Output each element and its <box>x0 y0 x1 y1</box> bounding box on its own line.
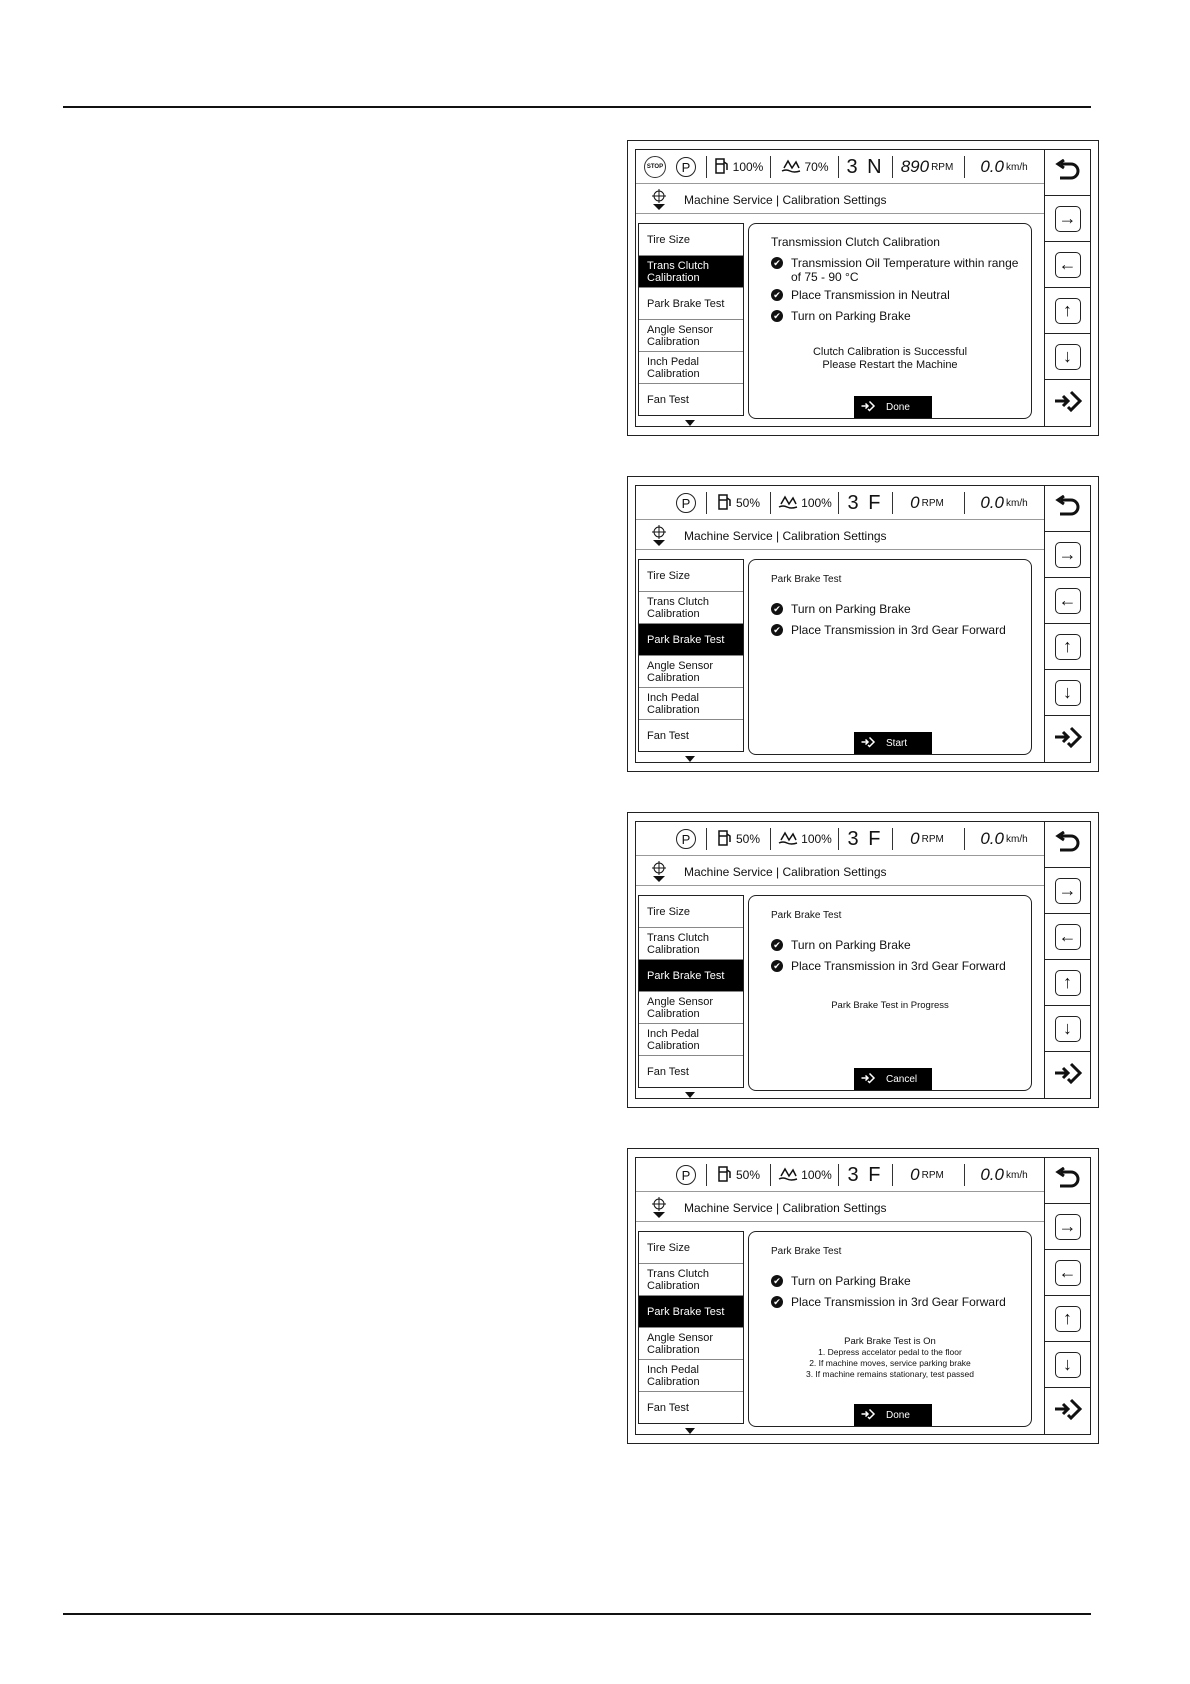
stop-indicator <box>644 153 666 181</box>
menu-item-label: Inch Pedal Calibration <box>647 1363 700 1388</box>
calibration-menu <box>638 1231 744 1424</box>
park-brake-icon: P <box>676 1165 696 1185</box>
scroll-down-icon[interactable] <box>685 756 695 762</box>
menu-item[interactable] <box>639 320 743 352</box>
menu-item-label: Park Brake Test <box>647 297 725 310</box>
status-divider <box>838 828 839 850</box>
menu-item-label: Inch Pedal Calibration <box>647 355 700 380</box>
check-icon: ✔ <box>771 289 783 301</box>
menu-navigation-icon <box>650 189 668 211</box>
enter-icon <box>1053 725 1083 754</box>
def-fluid-icon <box>778 494 798 513</box>
left-button[interactable] <box>1045 914 1090 960</box>
fuel-icon <box>715 158 729 177</box>
enter-icon <box>1053 389 1083 418</box>
status-divider <box>706 1164 707 1186</box>
status-divider <box>838 156 839 178</box>
navigation-buttons <box>1044 822 1090 1098</box>
arrow-down-icon: ↓ <box>1055 344 1081 370</box>
status-message: Please Restart the Machine <box>822 359 958 371</box>
menu-item-label: Angle Sensor Calibration <box>647 659 714 684</box>
calibration-menu <box>638 559 744 752</box>
checklist-item <box>771 256 1021 284</box>
fuel-level <box>710 153 768 181</box>
check-icon: ✔ <box>771 1296 783 1308</box>
checklist-text: Turn on Parking Brake <box>791 602 911 616</box>
rpm-value: 0 <box>910 829 920 848</box>
return-icon <box>1055 831 1081 858</box>
menu-item[interactable] <box>639 1392 743 1424</box>
menu-item[interactable] <box>639 960 743 992</box>
fuel-icon <box>718 830 732 849</box>
display-screen <box>627 1148 1099 1444</box>
panel-title: Park Brake Test <box>771 574 842 585</box>
menu-item-label: Angle Sensor Calibration <box>647 995 714 1020</box>
arrow-up-icon: ↑ <box>1055 1306 1081 1332</box>
stop-icon: STOP <box>644 156 666 178</box>
menu-item-label: Inch Pedal Calibration <box>647 1027 700 1052</box>
menu-item[interactable] <box>639 896 743 928</box>
arrow-up-icon: ↑ <box>1055 634 1081 660</box>
rpm-unit: RPM <box>921 497 944 509</box>
enter-icon <box>1053 1397 1083 1426</box>
menu-item[interactable] <box>639 224 743 256</box>
enter-icon <box>860 400 876 415</box>
arrow-down-icon: ↓ <box>1055 1352 1081 1378</box>
engine-rpm <box>894 825 960 853</box>
engine-rpm <box>894 1161 960 1189</box>
arrow-right-icon: → <box>1055 1214 1081 1240</box>
enter-button[interactable] <box>1045 1052 1090 1098</box>
down-button[interactable] <box>1045 334 1090 380</box>
status-divider <box>706 492 707 514</box>
down-button[interactable] <box>1045 670 1090 716</box>
calibration-panel <box>748 1231 1032 1427</box>
enter-icon <box>860 1072 876 1087</box>
display-frame <box>635 485 1091 763</box>
display-frame <box>635 1157 1091 1435</box>
arrow-up-icon: ↑ <box>1055 970 1081 996</box>
panel-title: Park Brake Test <box>771 1246 842 1257</box>
enter-button[interactable] <box>1045 1388 1090 1434</box>
left-button[interactable] <box>1045 578 1090 624</box>
status-divider <box>770 492 771 514</box>
gear-indicator: 3 F <box>847 827 883 850</box>
status-divider <box>838 1164 839 1186</box>
status-message: 3. If machine remains stationary, test passed <box>805 1369 975 1379</box>
calibration-menu <box>638 895 744 1088</box>
panel-title: Transmission Clutch Calibration <box>771 235 940 249</box>
status-divider <box>706 828 707 850</box>
gear-indicator: 3 N <box>846 155 884 178</box>
def-level <box>774 489 836 517</box>
menu-navigation-icon <box>650 1197 668 1219</box>
speed-unit: km/h <box>1005 161 1028 173</box>
footer-rule <box>63 1613 1091 1615</box>
menu-item[interactable] <box>639 1328 743 1360</box>
def-fluid-icon <box>781 158 801 177</box>
fuel-value: 100% <box>732 160 764 174</box>
menu-item-label: Trans Clutch Calibration <box>647 595 709 620</box>
menu-item-label: Fan Test <box>647 730 689 742</box>
status-divider <box>964 492 965 514</box>
left-button[interactable] <box>1045 242 1090 288</box>
fuel-level <box>710 1161 768 1189</box>
action-button-label: Done <box>886 1409 910 1421</box>
park-brake-icon: P <box>676 157 696 177</box>
display-frame <box>635 149 1091 427</box>
checklist-item <box>771 1274 1021 1288</box>
speed-unit: km/h <box>1005 833 1028 845</box>
down-button[interactable] <box>1045 1342 1090 1388</box>
arrow-right-icon: → <box>1055 206 1081 232</box>
menu-item-label: Park Brake Test <box>647 1305 725 1318</box>
menu-item-label: Angle Sensor Calibration <box>647 323 714 348</box>
right-button[interactable] <box>1045 1204 1090 1250</box>
status-divider <box>892 492 893 514</box>
status-divider <box>770 1164 771 1186</box>
def-value: 70% <box>804 160 829 174</box>
action-button-label: Start <box>886 737 908 749</box>
action-button[interactable] <box>854 396 932 418</box>
menu-navigation-icon <box>650 861 668 883</box>
calibration-panel <box>748 559 1032 755</box>
check-icon: ✔ <box>771 624 783 636</box>
menu-item-label: Trans Clutch Calibration <box>647 931 709 956</box>
rpm-unit: RPM <box>921 833 944 845</box>
menu-item-label: Fan Test <box>647 1066 689 1078</box>
checklist-text: Turn on Parking Brake <box>791 309 911 323</box>
menu-item[interactable] <box>639 656 743 688</box>
park-brake-icon: P <box>676 829 696 849</box>
arrow-up-icon: ↑ <box>1055 298 1081 324</box>
screen-header <box>636 1194 1044 1222</box>
back-button[interactable] <box>1045 822 1090 868</box>
calibration-panel <box>748 223 1032 419</box>
status-message: Park Brake Test in Progress <box>831 1000 949 1011</box>
menu-item[interactable] <box>639 288 743 320</box>
arrow-left-icon: ← <box>1055 588 1081 614</box>
up-button[interactable] <box>1045 624 1090 670</box>
right-button[interactable] <box>1045 868 1090 914</box>
scroll-down-icon[interactable] <box>685 1428 695 1434</box>
def-level <box>774 153 836 181</box>
arrow-down-icon: ↓ <box>1055 1016 1081 1042</box>
status-divider <box>964 828 965 850</box>
def-value: 100% <box>801 496 832 510</box>
status-divider <box>964 1164 965 1186</box>
checklist-item <box>771 938 1021 952</box>
def-fluid-icon <box>778 830 798 849</box>
down-button[interactable] <box>1045 1006 1090 1052</box>
menu-item[interactable] <box>639 1264 743 1296</box>
breadcrumb: Machine Service | Calibration Settings <box>684 529 887 543</box>
enter-icon <box>1053 1061 1083 1090</box>
rpm-unit: RPM <box>921 1169 944 1181</box>
checklist-item <box>771 309 1021 323</box>
menu-item-label: Trans Clutch Calibration <box>647 1267 709 1292</box>
action-button[interactable] <box>854 732 932 754</box>
menu-item[interactable] <box>639 1296 743 1328</box>
menu-item-label: Tire Size <box>647 1241 690 1254</box>
fuel-value: 50% <box>735 1168 761 1182</box>
speed-unit: km/h <box>1005 1169 1028 1181</box>
checklist-text: Place Transmission in 3rd Gear Forward <box>791 1295 1006 1309</box>
ground-speed <box>968 825 1040 853</box>
menu-item-label: Tire Size <box>647 569 690 582</box>
checklist-item <box>771 288 1021 302</box>
status-divider <box>770 828 771 850</box>
menu-item[interactable] <box>639 1232 743 1264</box>
checklist-item <box>771 959 1021 973</box>
fuel-value: 50% <box>735 832 761 846</box>
status-bar <box>636 822 1044 856</box>
enter-icon <box>860 1408 876 1423</box>
arrow-left-icon: ← <box>1055 924 1081 950</box>
menu-item[interactable] <box>639 688 743 720</box>
status-divider <box>964 156 965 178</box>
park-brake-icon: P <box>676 493 696 513</box>
up-button[interactable] <box>1045 288 1090 334</box>
def-level <box>774 825 836 853</box>
enter-icon <box>860 736 876 751</box>
menu-item-label: Tire Size <box>647 905 690 918</box>
status-divider <box>838 492 839 514</box>
menu-item-label: Angle Sensor Calibration <box>647 1331 714 1356</box>
left-button[interactable] <box>1045 1250 1090 1296</box>
park-indicator <box>674 489 698 517</box>
back-button[interactable] <box>1045 1158 1090 1204</box>
menu-item[interactable] <box>639 256 743 288</box>
engine-rpm <box>894 489 960 517</box>
calibration-menu <box>638 223 744 416</box>
menu-item[interactable] <box>639 992 743 1024</box>
gear-indicator: 3 F <box>847 491 883 514</box>
fuel-level <box>710 489 768 517</box>
checklist-text: Place Transmission in 3rd Gear Forward <box>791 623 1006 637</box>
checklist-item <box>771 602 1021 616</box>
arrow-left-icon: ← <box>1055 252 1081 278</box>
menu-item-label: Tire Size <box>647 233 690 246</box>
checklist-item <box>771 1295 1021 1309</box>
up-button[interactable] <box>1045 960 1090 1006</box>
scroll-down-icon[interactable] <box>685 420 695 426</box>
def-level <box>774 1161 836 1189</box>
fuel-icon <box>718 494 732 513</box>
speed-value: 0.0 <box>980 493 1004 512</box>
status-divider <box>892 1164 893 1186</box>
display-frame <box>635 821 1091 1099</box>
menu-item-label: Park Brake Test <box>647 969 725 982</box>
status-message: Clutch Calibration is Successful <box>812 346 968 358</box>
park-indicator <box>674 825 698 853</box>
checklist-text: Place Transmission in Neutral <box>791 288 950 302</box>
breadcrumb: Machine Service | Calibration Settings <box>684 1201 887 1215</box>
screen-header <box>636 522 1044 550</box>
checklist-text: Place Transmission in 3rd Gear Forward <box>791 959 1006 973</box>
fuel-icon <box>718 1166 732 1185</box>
right-button[interactable] <box>1045 532 1090 578</box>
status-divider <box>706 156 707 178</box>
gear-indicator: 3 F <box>847 1163 883 1186</box>
check-icon: ✔ <box>771 939 783 951</box>
menu-item[interactable] <box>639 928 743 960</box>
enter-button[interactable] <box>1045 716 1090 762</box>
checklist-text: Turn on Parking Brake <box>791 1274 911 1288</box>
menu-item[interactable] <box>639 592 743 624</box>
menu-item[interactable] <box>639 1360 743 1392</box>
header-rule <box>63 106 1091 108</box>
def-fluid-icon <box>778 1166 798 1185</box>
ground-speed <box>968 153 1040 181</box>
back-button[interactable] <box>1045 150 1090 196</box>
arrow-down-icon: ↓ <box>1055 680 1081 706</box>
display-screen <box>627 812 1099 1108</box>
navigation-buttons <box>1044 1158 1090 1434</box>
status-divider <box>892 156 893 178</box>
menu-navigation-icon <box>650 525 668 547</box>
def-value: 100% <box>801 832 832 846</box>
menu-item[interactable] <box>639 384 743 416</box>
def-value: 100% <box>801 1168 832 1182</box>
speed-value: 0.0 <box>980 829 1004 848</box>
screen-header <box>636 186 1044 214</box>
ground-speed <box>968 489 1040 517</box>
speed-value: 0.0 <box>980 157 1004 176</box>
navigation-buttons <box>1044 486 1090 762</box>
action-button[interactable] <box>854 1068 932 1090</box>
display-screen <box>627 476 1099 772</box>
calibration-panel <box>748 895 1032 1091</box>
return-icon <box>1055 159 1081 186</box>
menu-item-label: Fan Test <box>647 394 689 406</box>
check-icon: ✔ <box>771 603 783 615</box>
check-icon: ✔ <box>771 960 783 972</box>
checklist-text: Turn on Parking Brake <box>791 938 911 952</box>
right-button[interactable] <box>1045 196 1090 242</box>
check-icon: ✔ <box>771 257 783 269</box>
menu-item-label: Inch Pedal Calibration <box>647 691 700 716</box>
arrow-right-icon: → <box>1055 878 1081 904</box>
check-icon: ✔ <box>771 310 783 322</box>
rpm-unit: RPM <box>931 161 954 173</box>
status-divider <box>892 828 893 850</box>
fuel-value: 50% <box>735 496 761 510</box>
menu-item[interactable] <box>639 1024 743 1056</box>
park-indicator <box>674 153 698 181</box>
navigation-buttons <box>1044 150 1090 426</box>
speed-unit: km/h <box>1005 497 1028 509</box>
fuel-level <box>710 825 768 853</box>
check-icon: ✔ <box>771 1275 783 1287</box>
action-button[interactable] <box>854 1404 932 1426</box>
menu-item-label: Fan Test <box>647 1402 689 1414</box>
panel-title: Park Brake Test <box>771 910 842 921</box>
status-divider <box>770 156 771 178</box>
status-message: 2. If machine moves, service parking brake <box>809 1358 971 1368</box>
breadcrumb: Machine Service | Calibration Settings <box>684 865 887 879</box>
breadcrumb: Machine Service | Calibration Settings <box>684 193 887 207</box>
menu-item[interactable] <box>639 352 743 384</box>
enter-button[interactable] <box>1045 380 1090 426</box>
arrow-left-icon: ← <box>1055 1260 1081 1286</box>
menu-item[interactable] <box>639 1056 743 1088</box>
screen-header <box>636 858 1044 886</box>
scroll-down-icon[interactable] <box>685 1092 695 1098</box>
status-bar <box>636 486 1044 520</box>
menu-item[interactable] <box>639 560 743 592</box>
menu-item[interactable] <box>639 720 743 752</box>
action-button-label: Cancel <box>886 1073 918 1085</box>
up-button[interactable] <box>1045 1296 1090 1342</box>
menu-item-label: Trans Clutch Calibration <box>647 259 709 284</box>
status-message: Park Brake Test is On <box>844 1336 936 1347</box>
engine-rpm <box>894 153 960 181</box>
ground-speed <box>968 1161 1040 1189</box>
back-button[interactable] <box>1045 486 1090 532</box>
rpm-value: 0 <box>910 493 920 512</box>
status-message: 1. Depress accelator pedal to the floor <box>818 1347 962 1357</box>
status-bar <box>636 150 1044 184</box>
return-icon <box>1055 1167 1081 1194</box>
action-button-label: Done <box>886 401 910 413</box>
checklist-text: Transmission Oil Temperature within range of 75 - 90 °C <box>791 256 1019 284</box>
return-icon <box>1055 495 1081 522</box>
arrow-right-icon: → <box>1055 542 1081 568</box>
menu-item-label: Park Brake Test <box>647 633 725 646</box>
status-bar <box>636 1158 1044 1192</box>
menu-item[interactable] <box>639 624 743 656</box>
display-screen <box>627 140 1099 436</box>
rpm-value: 890 <box>900 157 930 176</box>
rpm-value: 0 <box>910 1165 920 1184</box>
speed-value: 0.0 <box>980 1165 1004 1184</box>
checklist-item <box>771 623 1021 637</box>
park-indicator <box>674 1161 698 1189</box>
